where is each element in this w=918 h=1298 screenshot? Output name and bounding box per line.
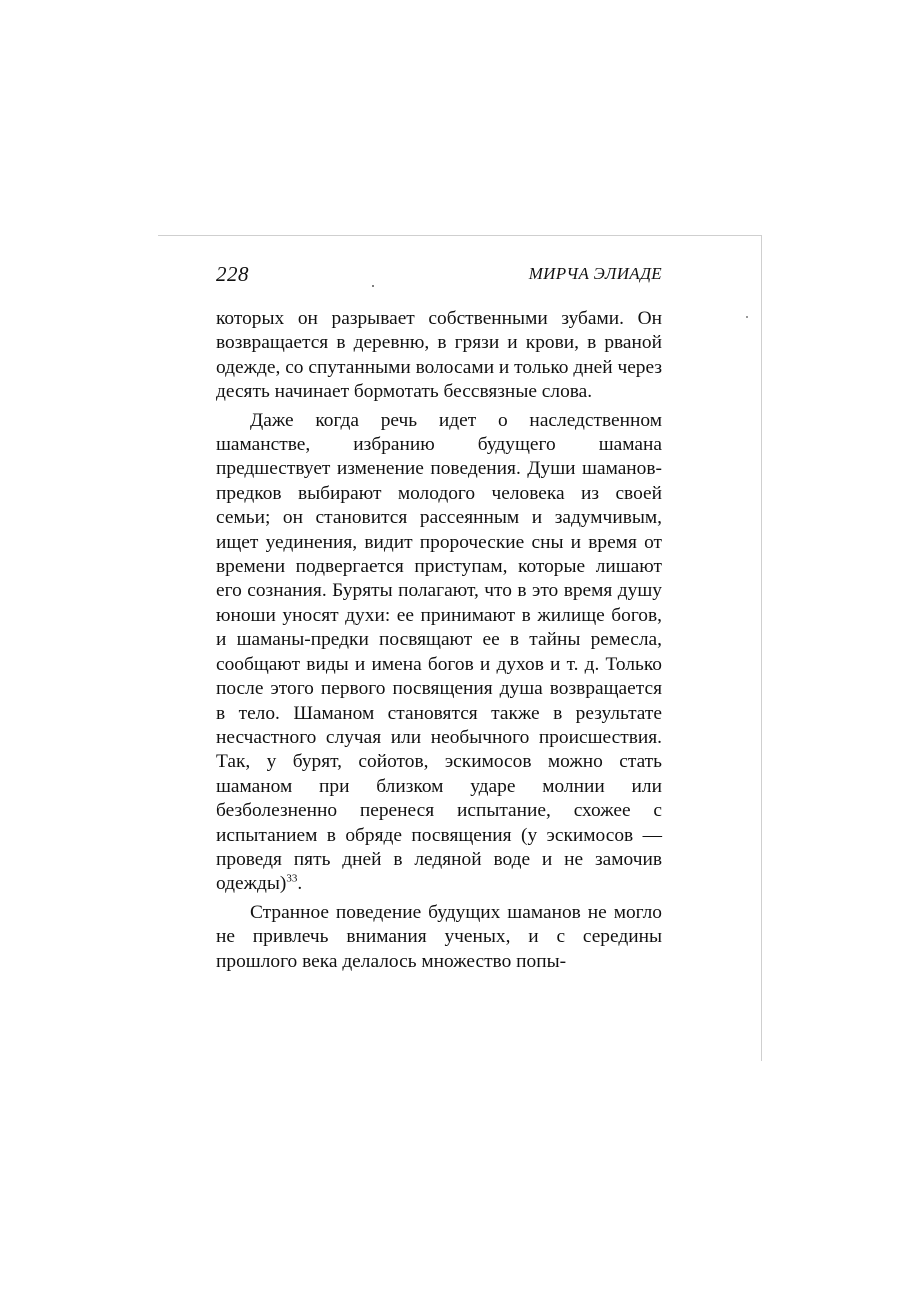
- scan-speck: [746, 316, 748, 318]
- running-head-author: МИРЧА ЭЛИАДЕ: [528, 264, 662, 283]
- body-text: [216, 307, 662, 974]
- footnote-marker: 33: [286, 872, 298, 885]
- page-border-right: [761, 235, 762, 1061]
- book-page: [216, 258, 662, 974]
- running-head: [216, 258, 662, 292]
- paragraph-continuation: которых он разрывает собственными зубами. Он возвращается в деревню, в грязи и крови, в рваной одежде, со спутанными волосами и только дней через десять начинает бормотать бессвязные слова.: [216, 308, 662, 403]
- paragraph: Странное поведение будущих шаманов не могло не привлечь внимания ученых, и с середины прошлого века делалось множество попы-: [216, 901, 662, 972]
- page-border-top: [158, 235, 762, 236]
- page-number: 228: [216, 262, 249, 286]
- paragraph: [216, 409, 662, 897]
- paragraph-end: .: [297, 873, 303, 895]
- scan-speck: [372, 285, 374, 287]
- paragraph-text: Даже когда речь идет о наследственном шаманстве, избранию будущего шамана предшествует изменение поведения. Души шаманов-предков выбирают молодого человека из своей семьи; он становится рассеянным и задумчивым, ищет уединения, видит пророческие сны и время от времени подвергается приступам, которые лишают его сознания. Буряты полагают, что в это время душу юноши уносят духи: ее принимают в жилище богов, и шаманы-предки посвящают ее в тайны ремесла, сообщают виды и имена богов и духов и т. д. Только после этого первого посвящения душа возвращается в тело. Шаманом становятся также в результате несчастного случая или необычного происшествия. Так, у бурят, сойотов, эскимосов можно стать шаманом при близком ударе молнии или безболезненно перенеся испытание, схожее с испытанием в обряде посвящения (у эскимосов — проведя пять дней в ледяной воде и не замочив одежды): [216, 409, 662, 895]
